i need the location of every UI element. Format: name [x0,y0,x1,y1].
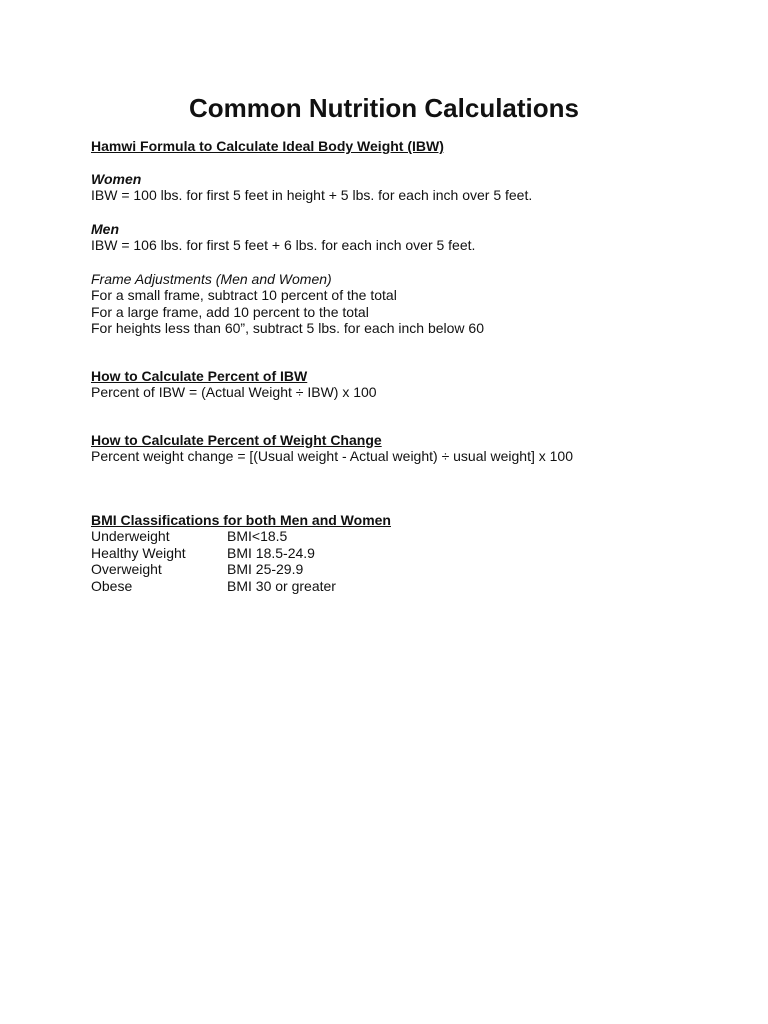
bmi-row [91,545,731,562]
women-formula: IBW = 100 lbs. for first 5 feet in height + 5 lbs. for each inch over 5 feet. [91,187,533,203]
hamwi-heading: Hamwi Formula to Calculate Ideal Body Weight (IBW) [91,138,444,154]
bmi-row [91,561,731,578]
percent-ibw-heading: How to Calculate Percent of IBW [91,367,308,384]
bmi-class-label: Overweight [91,561,162,577]
bmi-class-value: BMI 25-29.9 [227,561,304,577]
page-title: Common Nutrition Calculations [189,93,579,123]
frame-adjustments-label: Frame Adjustments (Men and Women) [91,270,332,287]
percent-ibw-formula: Percent of IBW = (Actual Weight ÷ IBW) x 100 [91,384,377,400]
document-body [91,138,731,594]
bmi-class-label: Obese [91,577,133,594]
bmi-class-value: BMI 18.5-24.9 [227,544,315,561]
bmi-row [91,528,731,545]
weight-change-heading: How to Calculate Percent of Weight Change [91,431,382,448]
men-label: Men [91,220,119,237]
bmi-heading: BMI Classifications for both Men and Women [91,511,391,528]
bmi-class-value: BMI<18.5 [227,528,288,544]
bmi-class-value: BMI 30 or greater [227,577,336,594]
frame-line-small: For a small frame, subtract 10 percent of the total [91,287,397,303]
frame-line-short: For heights less than 60”, subtract 5 lbs. for each inch below 60 [91,320,484,336]
bmi-class-label: Underweight [91,528,170,544]
bmi-row [91,578,731,595]
weight-change-formula: Percent weight change = [(Usual weight - Actual weight) ÷ usual weight] x 100 [91,448,574,464]
frame-line-large: For a large frame, add 10 percent to the total [91,303,369,320]
women-label: Women [91,170,142,187]
men-formula: IBW = 106 lbs. for first 5 feet + 6 lbs. for each inch over 5 feet. [91,237,476,253]
bmi-class-label: Healthy Weight [91,544,186,561]
